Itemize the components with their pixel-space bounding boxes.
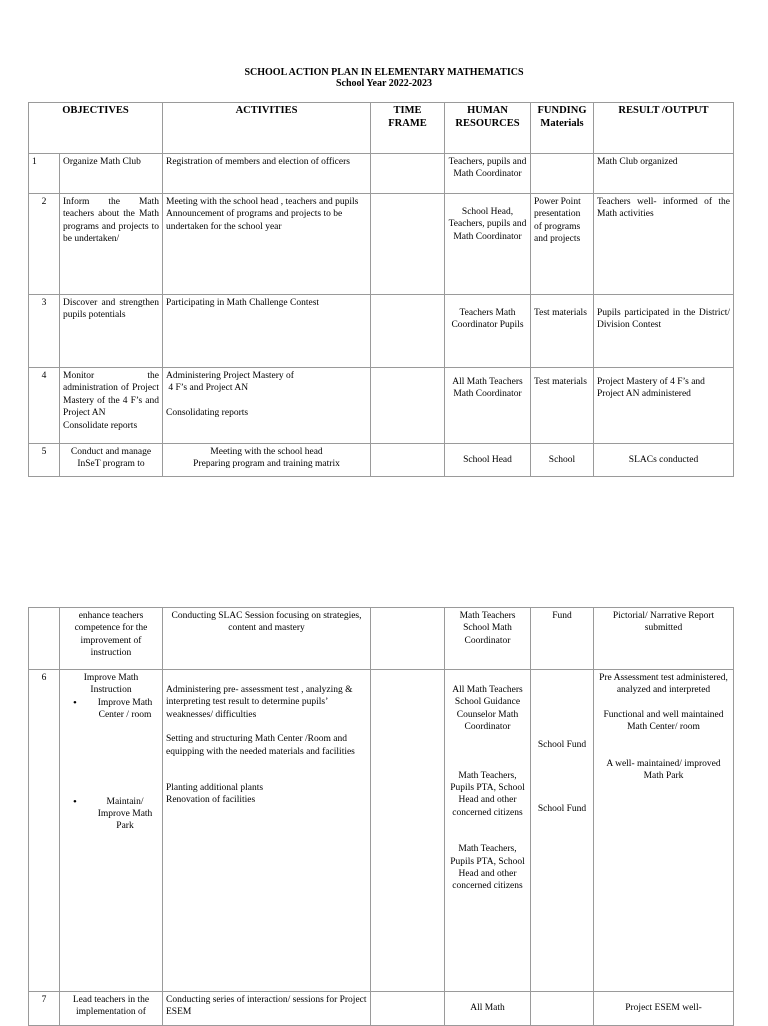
row-number: 1 [29,154,60,194]
row-activities: Meeting with the school head Preparing program and training matrix [163,444,371,477]
row-activities: Conducting series of interaction/ sessions for Project ESEM [163,992,371,1026]
row-number: 4 [29,368,60,444]
table-row [29,670,734,992]
row-objective: Improve Math Instruction • Improve Math Center / room • Maintain/ Improve Math Park [60,670,163,992]
row-human-resources: Math Teachers School Math Coordinator [445,608,531,670]
header-row [29,103,734,154]
table-row [29,194,734,295]
row-number: 5 [29,444,60,477]
row-activities: Participating in Math Challenge Contest [163,295,371,368]
bullet-item: • Improve Math Center / room [77,697,155,722]
row-funding [531,154,594,194]
row-objective: Lead teachers in the implementation of [60,992,163,1026]
row-time-frame [371,368,445,444]
row-funding: School [531,444,594,477]
header-result: RESULT /OUTPUT [594,103,734,154]
row-activities: Administering pre- assessment test , analyzing & interpreting test result to determine pupils’ weaknesses/ difficulties Setting and structuring Math Center /Room and equipping with the needed materials and facilities Planting additional plants Renovation of facilities [163,670,371,992]
row-human-resources: All Math Teachers School Guidance Counselor Math Coordinator Math Teachers, Pupils PTA, School Head and other concerned citizens Math Teachers, Pupils PTA, School Head and other concerned citizens [445,670,531,992]
row-objective: Conduct and manage InSeT program to [60,444,163,477]
row-result: Pictorial/ Narrative Report submitted [594,608,734,670]
row-funding: Fund [531,608,594,670]
row-human-resources: Teachers Math Coordinator Pupils [445,295,531,368]
row-objective: enhance teachers competence for the improvement of instruction [60,608,163,670]
table-row [29,154,734,194]
row-objective: Inform the Math teachers about the Math programs and projects to be undertaken/ [60,194,163,295]
header-human-resources: HUMAN RESOURCES [445,103,531,154]
header-time-frame: TIME FRAME [371,103,445,154]
table-row [29,368,734,444]
row-objective: Organize Math Club [60,154,163,194]
table-row [29,608,734,670]
row-time-frame [371,670,445,992]
row-human-resources: Teachers, pupils and Math Coordinator [445,154,531,194]
page-title: SCHOOL ACTION PLAN IN ELEMENTARY MATHEMATICS [244,67,524,78]
table-row [29,295,734,368]
row-time-frame [371,444,445,477]
row-number [29,608,60,670]
row-result: Teachers well- informed of the Math activities [594,194,734,295]
row-time-frame [371,295,445,368]
header-funding: FUNDING Materials [531,103,594,154]
row-funding: Test materials [531,368,594,444]
row-time-frame [371,194,445,295]
row-result: Pre Assessment test administered, analyzed and interpreted Functional and well maintained Math Center/ room A well- maintained/ improved Math Park [594,670,734,992]
row-activities: Conducting SLAC Session focusing on strategies, content and mastery [163,608,371,670]
row-number: 6 [29,670,60,992]
row-funding: Test materials [531,295,594,368]
row-human-resources: All Math [445,992,531,1026]
row-number: 7 [29,992,60,1026]
row-result: SLACs conducted [594,444,734,477]
header-objectives: OBJECTIVES [29,103,163,154]
page-subtitle: School Year 2022-2023 [335,78,433,89]
action-plan-table [28,102,734,477]
row-activities: Registration of members and election of officers [163,154,371,194]
row-result: Pupils participated in the District/ Division Contest [594,295,734,368]
row-result: Math Club organized [594,154,734,194]
bullet-item: • Maintain/ Improve Math Park [77,796,155,833]
table-row [29,992,734,1026]
row-objective: Monitor the administration of Project Mastery of the 4 F’s and Project AN Consolidate reports [60,368,163,444]
row-time-frame [371,154,445,194]
row-human-resources: All Math Teachers Math Coordinator [445,368,531,444]
row-human-resources: School Head, Teachers, pupils and Math Coordinator [445,194,531,295]
row-result: Project ESEM well- [594,992,734,1026]
row-activities: Administering Project Mastery of 4 F’s and Project AN Consolidating reports [163,368,371,444]
row-time-frame [371,992,445,1026]
row-number: 3 [29,295,60,368]
row-objective: Discover and strengthen pupils potentials [60,295,163,368]
row-activities: Meeting with the school head , teachers and pupils Announcement of programs and projects to be undertaken for the school year [163,194,371,295]
row-funding: Power Point presentation of programs and projects [531,194,594,295]
row-time-frame [371,608,445,670]
row-human-resources: School Head [445,444,531,477]
row-funding: School Fund School Fund [531,670,594,992]
table-row [29,444,734,477]
header-activities: ACTIVITIES [163,103,371,154]
row-funding [531,992,594,1026]
row-number: 2 [29,194,60,295]
row-result: Project Mastery of 4 F’s and Project AN administered [594,368,734,444]
action-plan-table-continued [28,607,734,1026]
